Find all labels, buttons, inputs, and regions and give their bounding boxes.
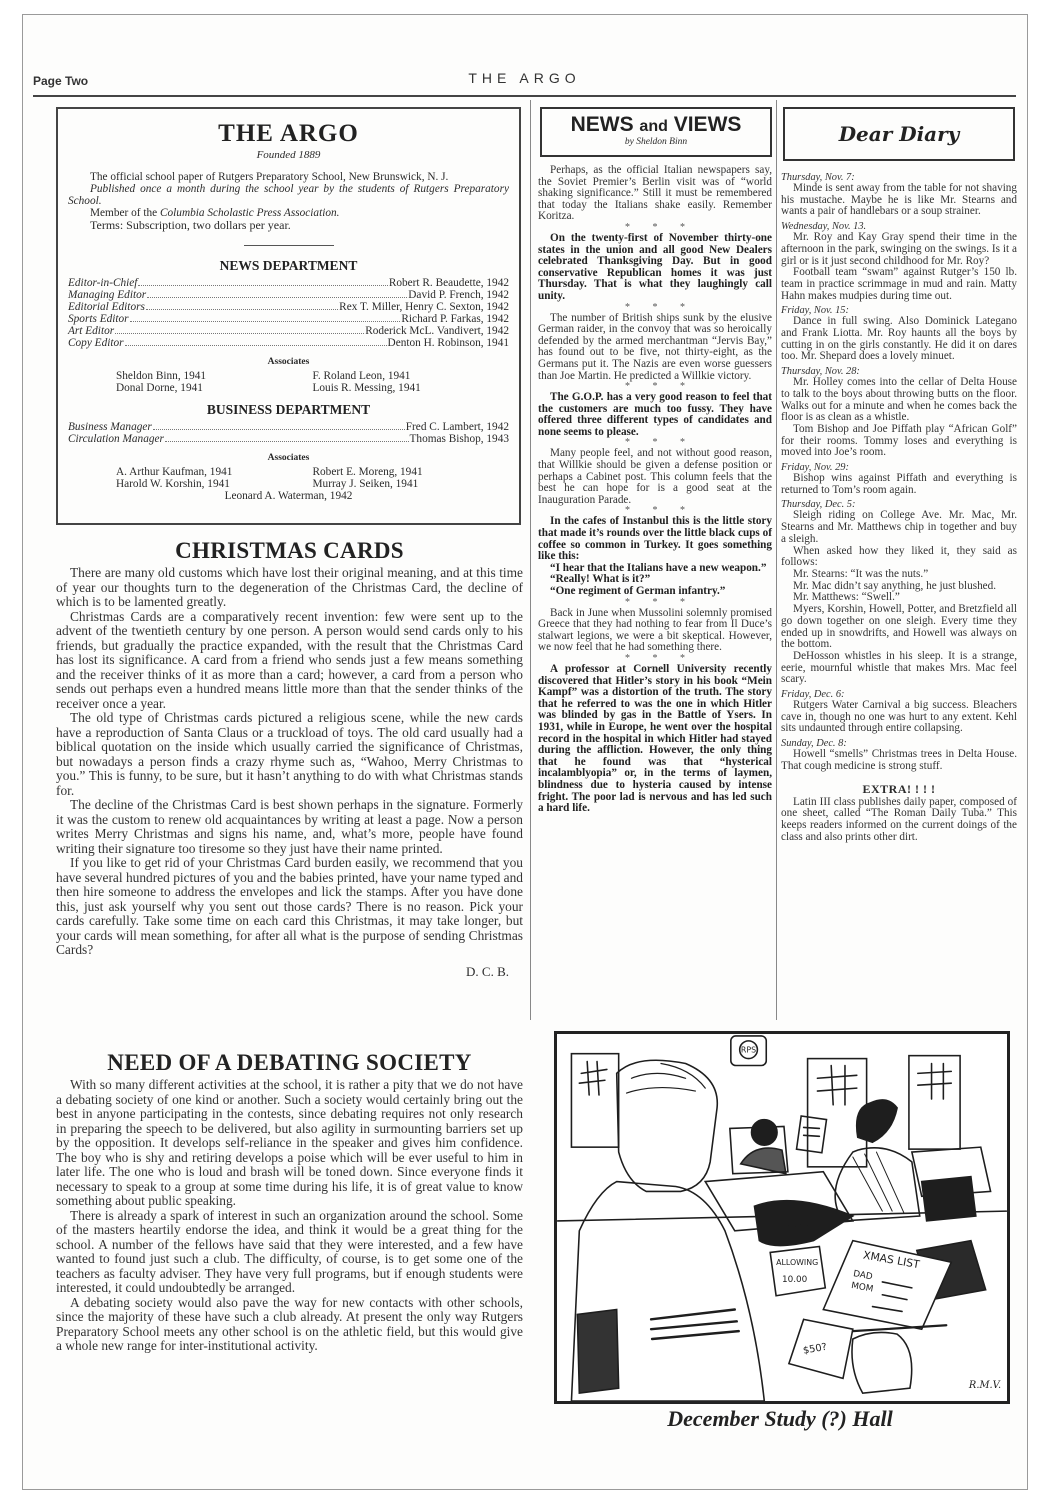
leader-dots [147, 297, 407, 298]
associate-name: Murray J. Seiken, 1941 [312, 478, 419, 490]
masthead-box [56, 107, 521, 525]
associate-name: Donal Dorne, 1941 [116, 382, 203, 394]
article-paragraph: With so many different activities at the school, it is rather a pity that we do not have a debating society of one kind or another. Such a society would certainly bring out the best in anyone participating in the contests, since debating requires not only research in preparing the speech to be delivered, but also agility in surmounting barriers set up by the opposition. It develops self-reliance in the speaker and gives him confidence. The boy who is shy and retiring develops a poise which will be ever useful to him in later life. The one who is loud and brash will be toned down. Since everyone finds it necessary to speak to a group at some time during his life, it is of great value to know something about public speaking. [56, 1077, 523, 1208]
artist-signature: R.M.V. [968, 1380, 1002, 1392]
window-left [571, 1054, 618, 1147]
diary-date: Friday, Dec. 6: [781, 689, 845, 701]
debating-society-article [56, 1050, 523, 1354]
staff-row [68, 433, 509, 445]
leader-dots [146, 309, 338, 310]
page-number: Page Two [33, 74, 89, 88]
staff-name: Rex T. Miller, Henry C. Sexton, 1942 [339, 301, 509, 313]
title-word: and [639, 118, 668, 135]
staff-row [68, 421, 509, 433]
pennant-text: RPS [740, 1045, 757, 1055]
diary-paragraph: When asked how they liked it, they said as follows: [781, 544, 1017, 569]
staff-row [68, 289, 509, 301]
header-rule [33, 95, 1016, 97]
diary-paragraph: Mr. Mac didn’t say anything, he just blushed. [793, 579, 997, 592]
diary-paragraph: Sleigh riding on College Ave. Mr. Mac, Mr. Stearns and Mr. Matthews chip in together and buy a sleigh. [781, 509, 1017, 545]
column-item: The G.O.P. has a very good reason to feel that the customers are much too fussy. They have offered three different types of candidates and none seems to please. [538, 391, 772, 438]
title-word: NEWS [570, 113, 634, 136]
diary-paragraph: Bishop wins against Piffath and everything is returned to Tom’s room again. [781, 472, 1017, 496]
leader-dots [125, 345, 387, 346]
column-divider [530, 100, 531, 1020]
leader-dots [138, 285, 387, 286]
item-separator: * * * [625, 381, 695, 393]
news-and-views-header [540, 107, 772, 157]
staff-role: Copy Editor [68, 337, 124, 349]
staff-role: Business Manager [68, 421, 152, 433]
article-paragraph: There is already a spark of interest in such an organization around the school. Some of the masters heartily endorse the idea, and think it would be a great thing for the school. A number of the fellows have said that they were interested, and a few have wanted to found just such a club. The difficulty, of course, is to get some one of the teachers as faculty adviser. They have very full programs, but if enough students were interested, it could undoubtedly be arranged. [56, 1207, 523, 1295]
item-separator: * * * [625, 505, 695, 517]
column-item: Perhaps, as the official Italian newspapers say, the Soviet Premier’s Berlin visit was of “world shaking significance.” Still it must be remembered that today the Italians shake easily. Remember Koritza. [538, 164, 772, 223]
staff-name: David P. French, 1942 [408, 289, 509, 301]
diary-paragraph: Minde is sent away from the table for not shaving his mustache. Maybe he is like Mr. Stearns and wants a pair of handlebars or a soup strainer. [781, 182, 1017, 218]
diary-paragraph: Football team “swam” against Rutger’s 150 lb. team in practice scrimmage in mud and rain. Matty Hahn makes mudpies during time out. [781, 266, 1017, 302]
item-separator: * * * [625, 221, 695, 233]
staff-role: Sports Editor [68, 313, 129, 325]
article-paragraph: A debating society would also pave the way for new contacts with other schools, since the majority of these have such a club already. At present the only way Rutgers Preparatory School meets any other school is on the athletic field, but this would give a whole new range for inter-institutional activity. [56, 1294, 523, 1353]
dear-diary-body [781, 169, 1017, 843]
article-headline: CHRISTMAS CARDS [175, 538, 404, 563]
item-separator: * * * [625, 301, 695, 313]
title-word: VIEWS [673, 113, 742, 136]
running-header [33, 60, 1016, 94]
card-text: 10.00 [782, 1274, 808, 1285]
article-body [56, 566, 523, 958]
staff-name: Richard P. Farkas, 1942 [401, 313, 509, 325]
window-right [909, 1056, 960, 1149]
leader-dots [165, 441, 409, 442]
diary-date: Thursday, Dec. 5: [781, 499, 856, 511]
staff-name: Robert R. Beaudette, 1942 [388, 277, 509, 289]
leader-dots [115, 333, 364, 334]
leader-dots [153, 429, 405, 430]
diary-date: Wednesday, Nov. 13. [781, 221, 867, 233]
article-paragraph: There are many old customs which have lost their original meaning, and at this time of year our thoughts turn to the degeneration of the Christmas Card, the decline of which is to be lamented greatly. [56, 565, 523, 609]
leader-dots [130, 321, 401, 322]
associate-name: F. Roland Leon, 1941 [312, 370, 411, 382]
allowance-card [770, 1247, 825, 1296]
staff-name: Fred C. Lambert, 1942 [405, 421, 509, 433]
column-title: Dear Diary [838, 122, 960, 146]
column-item: Back in June when Mussolini solemnly promised Greece that they had nothing to fear from Il Duce’s stalwart legions, we were a bit skeptical. However, we now feel that he had something there. [538, 606, 772, 654]
article-signature: D. C. B. [466, 963, 509, 979]
list-item: MOM [850, 1280, 874, 1295]
staff-name: Denton H. Robinson, 1941 [387, 337, 509, 349]
column-item: On the twenty-first of November thirty-one states in the union and all good New Dealers celebrated Thanksgiving Day. But in good conservative Republican homes it was just Thursday. That is what they laughingly call unity. [538, 231, 772, 302]
staff-role: Managing Editor [68, 289, 147, 301]
article-paragraph: If you like to get rid of your Christmas Card burden easily, we recommend that you have several hundred pictures of you and the babies printed, have your name typed and then hire someone to address the envelopes and lick the stamps. After you have done this, just ask yourself why you sent out those cards? There is no reason. Pick your cards carefully. Take some time on each card this Christmas, it may take longer, but your cards will mean something, for after all what is the purpose of sending Christmas Cards? [56, 855, 523, 957]
article-paragraph: The decline of the Christmas Card is best shown perhaps in the signature. Formerly it was the custom to renew old acquaintances by writing at least a page. Now a person writes Merry Christmas and signs his name, and, what’s more, people have found writing their signature too tiresome so they just have their name printed. [56, 797, 523, 856]
diary-date: Friday, Nov. 15: [781, 305, 849, 317]
staff-row [68, 301, 509, 313]
cartoon-illustration [554, 1031, 1010, 1404]
associate-name: Robert E. Moreng, 1941 [312, 466, 423, 478]
note-paper [789, 1319, 853, 1378]
article-body [56, 1078, 523, 1354]
associate-name: Harold W. Korshin, 1941 [116, 478, 230, 490]
diary-date: Thursday, Nov. 28: [781, 366, 860, 378]
column-byline: by Sheldon Binn [624, 137, 688, 147]
masthead-rule [244, 245, 334, 246]
cartoon-caption: December Study (?) Hall [667, 1406, 893, 1431]
item-separator: * * * [625, 596, 695, 608]
column-item: A professor at Cornell University recently discovered that Hitler’s story in his book “Mein Kampf” was a distortion of the truth. The story that he referred to was the one in which Hitler was blinded by gas in the Battle of Ysers. In 1931, while in Europe, he went over the hospital record in the hospital in which Hitler had stayed during the affliction. However, the only thing that he found was that “hysterical incalamblyopia” or, in the terms of laymen, blindness due to hysteria caused by intense fright. The poor lad is nervous and has led such a hard life. [538, 662, 772, 815]
list-title: XMAS LIST [862, 1248, 921, 1272]
diary-paragraph: Rutgers Water Carnival a big success. Bleachers cave in, though no one was hurt to any extent. Kehl sits undaunted through entire collapsing. [781, 699, 1017, 735]
christmas-cards-article [56, 538, 523, 980]
diary-paragraph: Tom Bishop and Joe Piffath play “African Golf” for their rooms. Tommy loses and everything is moved into Joe’s room. [781, 422, 1017, 459]
diary-date: Friday, Nov. 29: [781, 462, 849, 474]
diary-paragraph: Mr. Stearns: “It was the nuts.” [793, 567, 929, 580]
column-title [542, 113, 770, 137]
associate-name: Sheldon Binn, 1941 [116, 370, 207, 382]
business-associates-list [68, 466, 509, 490]
staff-role: Art Editor [68, 325, 115, 337]
diary-date: Thursday, Nov. 7: [781, 172, 855, 183]
cartoon-drawing [557, 1034, 1007, 1401]
hand-with-pencil [852, 1325, 946, 1393]
news-associates-title: Associates [267, 357, 310, 367]
staff-row [68, 277, 509, 289]
list-item: DAD [852, 1269, 874, 1283]
member-org: Columbia Scholastic Press Association. [159, 207, 340, 219]
masthead-title: THE ARGO [218, 120, 359, 147]
diary-paragraph: Dance in full swing. Also Dominick Lategano and Frank Liotta. Mr. Roy haunts all the boys by cutting in on the girls constantly. He did it on dares too. Mr. Shepard does a lovely minuet. [781, 315, 1017, 363]
column-item: The number of British ships sunk by the elusive German raider, in the convoy that was so heroically defended by the armed merchantman “Jervis Bay,” has found out to be five, not thirty-eight, as the Germans put it. The Nazis are even worse guessers than Joe Martin. He predicted a Willkie victory. [538, 311, 772, 382]
card-text: ALLOWING [776, 1258, 819, 1268]
founded-line: Founded 1889 [256, 149, 321, 161]
staff-role: Editor-in-Chief [68, 277, 138, 289]
item-separator: * * * [625, 652, 695, 664]
diary-paragraph: Howell “smells” Christmas trees in Delta House. That cough medicine is strong stuff. [781, 748, 1017, 772]
member-prefix: Member of the [90, 207, 160, 219]
dear-diary-header [783, 107, 1015, 161]
staff-row [68, 325, 509, 337]
business-associates-title: Associates [267, 453, 310, 463]
business-department-title: BUSINESS DEPARTMENT [206, 402, 371, 417]
associate-name: Louis R. Messing, 1941 [312, 382, 421, 394]
article-paragraph: The old type of Christmas cards pictured a religious scene, while the new cards have a reproduction of Santa Claus or a truckload of toys. The old card usually had a biblical quotation on the inside which usually carried the significance of Christmas, but nowadays a person finds a crazy rhyme such as, “Wahoo, Merry Christmas to you.” This is funny, to be sure, but it hasn’t anything to do with what Christmas stands for. [56, 710, 523, 798]
news-staff-list [68, 277, 509, 349]
staff-row [68, 313, 509, 325]
staff-row [68, 337, 509, 349]
diary-paragraph: Mr. Matthews: “Swell.” [793, 591, 900, 604]
student-background-left [730, 1120, 788, 1174]
column-item: Many people feel, and not without good reason, that Willkie should be given a defense position or perhaps a Cabinet post. This column feels that the best he can hope for is a good seat at the Inauguration Parade. [538, 447, 772, 506]
extra-text: Latin III class publishes daily paper, composed of one sheet, called “The Roman Daily Tuba.” This keeps readers informed on the current doings of the class and also prints other dirt. [781, 795, 1017, 843]
wall-pennant [731, 1036, 766, 1066]
news-associates-list [68, 370, 509, 394]
diary-paragraph: Mr. Roy and Kay Gray spend their time in the afternoon in the park, swinging on the swings. Is it a girl or is it just second childhood for Mr. Roy? [781, 231, 1017, 267]
staff-role: Editorial Editors [68, 301, 145, 313]
masthead-terms: Terms: Subscription, two dollars per year. [90, 218, 291, 232]
article-headline: NEED OF A DEBATING SOCIETY [107, 1050, 472, 1075]
article-paragraph: Christmas Cards are a comparatively recent invention: few were sent up to the advent of the twentieth century by one person. A person would send cards only to his friends, but gradually the practice expanded, with the result that the Christmas Card has lost its significance. A card from a friend who sends just a few means something and the receiver thinks of it as more than a card; however, a card from a person who sends out perhaps even a hundred means little more than that the sender thinks of the receiver once a year. [56, 608, 523, 711]
diary-paragraph: Mr. Holley comes into the cellar of Delta House to talk to the boys about throwing butts on the floor. Walks out for a minute and when he comes back the floor is as clean as a whistle. [781, 376, 1017, 424]
news-department-title: NEWS DEPARTMENT [219, 258, 358, 273]
item-separator: * * * [625, 437, 695, 449]
staff-name: Roderick McL. Vandivert, 1942 [365, 325, 509, 337]
associate-name: A. Arthur Kaufman, 1941 [116, 466, 233, 478]
masthead-description: The official school paper of Rutgers Preparatory School, New Brunswick, N. J. [90, 171, 449, 183]
diary-paragraph: DeHosson whistles in his sleep. It is a strange, eerie, mournful whistle that makes Mrs. Mac feel scary. [781, 649, 1017, 686]
staff-name: Thomas Bishop, 1943 [409, 433, 509, 445]
staff-role: Circulation Manager [68, 433, 164, 445]
news-and-views-body [538, 165, 772, 815]
masthead-published [68, 183, 509, 207]
business-staff-list [68, 421, 509, 445]
dialogue-line: “Really! What is it?” [550, 573, 651, 586]
paper-name: THE ARGO [468, 70, 581, 86]
note-text: $50? [802, 1341, 828, 1357]
extra-heading: EXTRA! ! ! ! [862, 781, 936, 796]
diary-entries [781, 172, 1017, 773]
column-divider [776, 100, 777, 1020]
associate-name: Leonard A. Waterman, 1942 [224, 490, 353, 502]
column-item: In the cafes of Instanbul this is the little story that made it’s rounds over the little black cups of coffee so common in Turkey. It goes something like this: [538, 515, 772, 563]
diary-date: Sunday, Dec. 8: [781, 738, 847, 750]
diary-paragraph: Myers, Korshin, Howell, Potter, and Bretzfield all go down together on one sleigh. Every time they ended up in snowdrifts, and Howell was always on the bottom. [781, 603, 1017, 651]
dialogue-line: “I hear that the Italians have a new weapon.” [550, 561, 767, 574]
dialogue-line: “One regiment of German infantry.” [550, 585, 726, 597]
published-text: Published once a month during the school year by the students of Rutgers Preparatory School. [68, 183, 509, 207]
